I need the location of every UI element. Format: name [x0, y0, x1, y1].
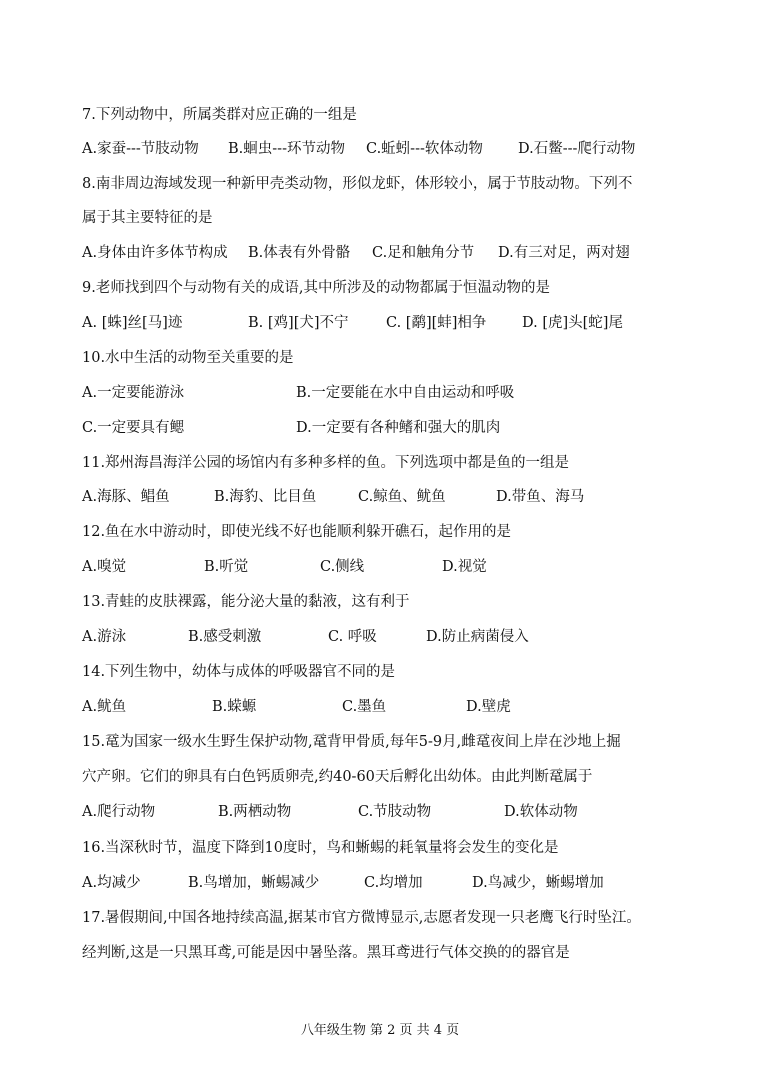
page-footer: 八年级生物 第 2 页 共 4 页: [300, 1023, 460, 1038]
question-17-stem-line-1: 17.暑假期间,中国各地持续高温,据某市官方微博显示,志愿者发现一只老鹰飞行时坠江。: [82, 910, 641, 926]
question-12-option-a: A.嗅觉: [82, 559, 127, 575]
question-10-option-c: C.一定要具有鳃: [82, 420, 185, 436]
question-15-stem-line-1: 15.鼋为国家一级水生野生保护动物,鼋背甲骨质,每年5-9月,雌鼋夜间上岸在沙地上掘: [82, 734, 621, 750]
question-11-option-b: B.海豹、比目鱼: [214, 489, 317, 505]
question-10-option-b: B.一定要能在水中自由运动和呼吸: [296, 385, 515, 401]
question-7-option-d: D.石鳖---爬行动物: [518, 141, 636, 157]
question-16-option-a: A.均减少: [82, 875, 141, 891]
question-15-option-b: B.两栖动物: [218, 804, 292, 820]
question-16-option-b: B.鸟增加，蜥蜴减少: [188, 875, 320, 891]
question-13-option-b: B.感受刺激: [188, 629, 262, 645]
question-11-option-a: A.海豚、鲳鱼: [82, 489, 170, 505]
question-7-option-c: C.蚯蚓---软体动物: [366, 141, 483, 157]
question-15-option-d: D.软体动物: [504, 804, 578, 820]
question-12-option-d: D.视觉: [442, 559, 487, 575]
question-14-option-b: B.蝾螈: [212, 699, 257, 715]
question-8-option-b: B.体表有外骨骼: [248, 245, 351, 261]
question-12-option-b: B.听觉: [204, 559, 249, 575]
question-13-option-a: A.游泳: [82, 629, 127, 645]
question-8-option-a: A.身体由许多体节构成: [82, 245, 228, 261]
question-14-stem: 14.下列生物中，幼体与成体的呼吸器官不同的是: [82, 664, 396, 680]
question-12-stem: 12.鱼在水中游动时，即使光线不好也能顺利躲开礁石，起作用的是: [82, 524, 512, 540]
question-10-option-a: A.一定要能游泳: [82, 385, 185, 401]
question-9-option-b: B. [鸡][犬]不宁: [248, 315, 349, 331]
question-14-option-d: D.壁虎: [466, 699, 511, 715]
question-12-option-c: C.侧线: [320, 559, 365, 575]
question-10-stem: 10.水中生活的动物至关重要的是: [82, 350, 294, 366]
question-11-option-c: C.鲸鱼、鱿鱼: [358, 489, 446, 505]
question-10-option-d: D.一定要有各种鳍和强大的肌肉: [296, 420, 501, 436]
question-15-option-c: C.节肢动物: [358, 804, 432, 820]
question-8-option-c: C.足和触角分节: [372, 245, 475, 261]
question-13-stem: 13.青蛙的皮肤裸露，能分泌大量的黏液，这有利于: [82, 594, 410, 610]
question-8-option-d: D.有三对足，两对翅: [498, 245, 630, 261]
question-7-stem: 7.下列动物中，所属类群对应正确的一组是: [82, 107, 357, 123]
question-9-option-c: C. [鹬][蚌]相争: [386, 315, 487, 331]
question-17-stem-line-2: 经判断,这是一只黑耳鸢,可能是因中暑坠落。黑耳鸢进行气体交换的的器官是: [82, 945, 570, 961]
question-16-option-c: C.均增加: [364, 875, 423, 891]
question-16-option-d: D.鸟减少，蜥蜴增加: [472, 875, 604, 891]
question-13-option-c: C. 呼吸: [328, 629, 377, 645]
question-15-option-a: A.爬行动物: [82, 804, 156, 820]
question-7-option-a: A.家蚕---节肢动物: [82, 141, 199, 157]
question-8-stem-line-2: 属于其主要特征的是: [82, 210, 213, 226]
question-9-option-d: D. [虎]头[蛇]尾: [522, 315, 623, 331]
question-13-option-d: D.防止病菌侵入: [426, 629, 529, 645]
question-9-stem: 9.老师找到四个与动物有关的成语,其中所涉及的动物都属于恒温动物的是: [82, 280, 550, 296]
question-15-stem-line-2: 穴产卵。它们的卵具有白色钙质卵壳,约40-60天后孵化出幼体。由此判断鼋属于: [82, 769, 593, 785]
question-11-option-d: D.带鱼、海马: [496, 489, 585, 505]
question-14-option-a: A.鱿鱼: [82, 699, 127, 715]
question-7-option-b: B.蛔虫---环节动物: [228, 141, 345, 157]
question-16-stem: 16.当深秋时节，温度下降到10度时，鸟和蜥蜴的耗氧量将会发生的变化是: [82, 840, 559, 856]
question-8-stem-line-1: 8.南非周边海域发现一种新甲壳类动物，形似龙虾，体形较小，属于节肢动物。下列不: [82, 176, 633, 192]
question-14-option-c: C.墨鱼: [342, 699, 387, 715]
question-11-stem: 11.郑州海昌海洋公园的场馆内有多种多样的鱼。下列选项中都是鱼的一组是: [82, 455, 570, 471]
question-9-option-a: A. [蛛]丝[马]迹: [82, 315, 183, 331]
